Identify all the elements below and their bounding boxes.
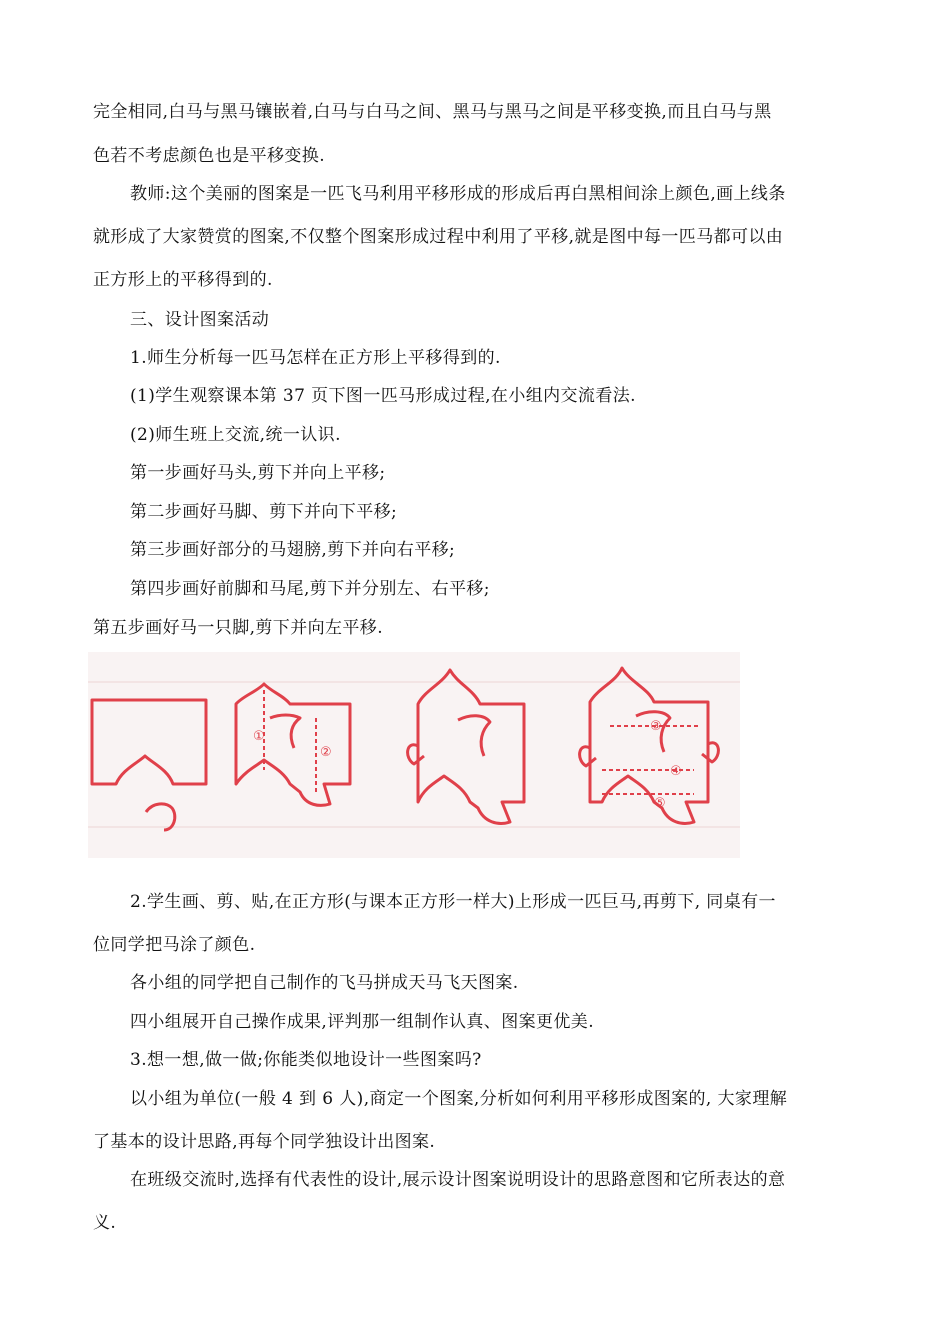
paragraph-line: 义.	[93, 1213, 117, 1233]
paragraph-line: 四小组展开自己操作成果,评判那一组制作认真、图案更优美.	[130, 1012, 595, 1032]
paragraph-line: 2.学生画、剪、贴,在正方形(与课本正方形一样大)上形成一匹巨马,再剪下, 同桌有一	[130, 892, 776, 912]
marker-5: ⑤	[654, 796, 666, 811]
horse-formation-figure	[88, 652, 740, 858]
step-line: 第五步画好马一只脚,剪下并向左平移.	[93, 618, 384, 638]
paragraph-line: 教师:这个美丽的图案是一匹飞马利用平移形成的形成后再白黑相间涂上颜色,画上线条	[130, 184, 786, 204]
paragraph-line: 就形成了大家赞赏的图案,不仅整个图案形成过程中利用了平移,就是图中每一匹马都可以由	[93, 227, 784, 247]
paragraph-line: 在班级交流时,选择有代表性的设计,展示设计图案说明设计的思路意图和它所表达的意	[130, 1170, 786, 1190]
paragraph-line: 位同学把马涂了颜色.	[93, 935, 256, 955]
paragraph-line: (1)学生观察课本第 37 页下图一匹马形成过程,在小组内交流看法.	[130, 386, 636, 406]
marker-1: ①	[253, 729, 265, 744]
paragraph-line: 完全相同,白马与黑马镶嵌着,白马与白马之间、黑马与黑马之间是平移变换,而且白马与黑	[93, 102, 772, 122]
paragraph-line: 了基本的设计思路,再每个同学独设计出图案.	[93, 1132, 436, 1152]
horse-formation-diagram	[88, 652, 740, 858]
paragraph-line: 色若不考虑颜色也是平移变换.	[93, 146, 326, 166]
step-line: 第一步画好马头,剪下并向上平移;	[130, 463, 386, 483]
paragraph-line: 正方形上的平移得到的.	[93, 270, 273, 290]
marker-4: ④	[670, 764, 682, 779]
step-line: 第二步画好马脚、剪下并向下平移;	[130, 502, 398, 522]
paragraph-line: 各小组的同学把自己制作的飞马拼成天马飞天图案.	[130, 973, 519, 993]
paragraph-line: 以小组为单位(一般 4 到 6 人),商定一个图案,分析如何利用平移形成图案的, 大家理解	[130, 1089, 788, 1109]
step-line: 第四步画好前脚和马尾,剪下并分别左、右平移;	[130, 579, 490, 599]
step-line: 第三步画好部分的马翅膀,剪下并向右平移;	[130, 540, 456, 560]
marker-2: ②	[320, 745, 332, 760]
section-heading: 三、设计图案活动	[130, 310, 270, 330]
paragraph-line: 3.想一想,做一做;你能类似地设计一些图案吗?	[130, 1050, 482, 1070]
marker-3: ③	[650, 719, 662, 734]
paragraph-line: 1.师生分析每一匹马怎样在正方形上平移得到的.	[130, 348, 501, 368]
paragraph-line: (2)师生班上交流,统一认识.	[130, 425, 341, 445]
